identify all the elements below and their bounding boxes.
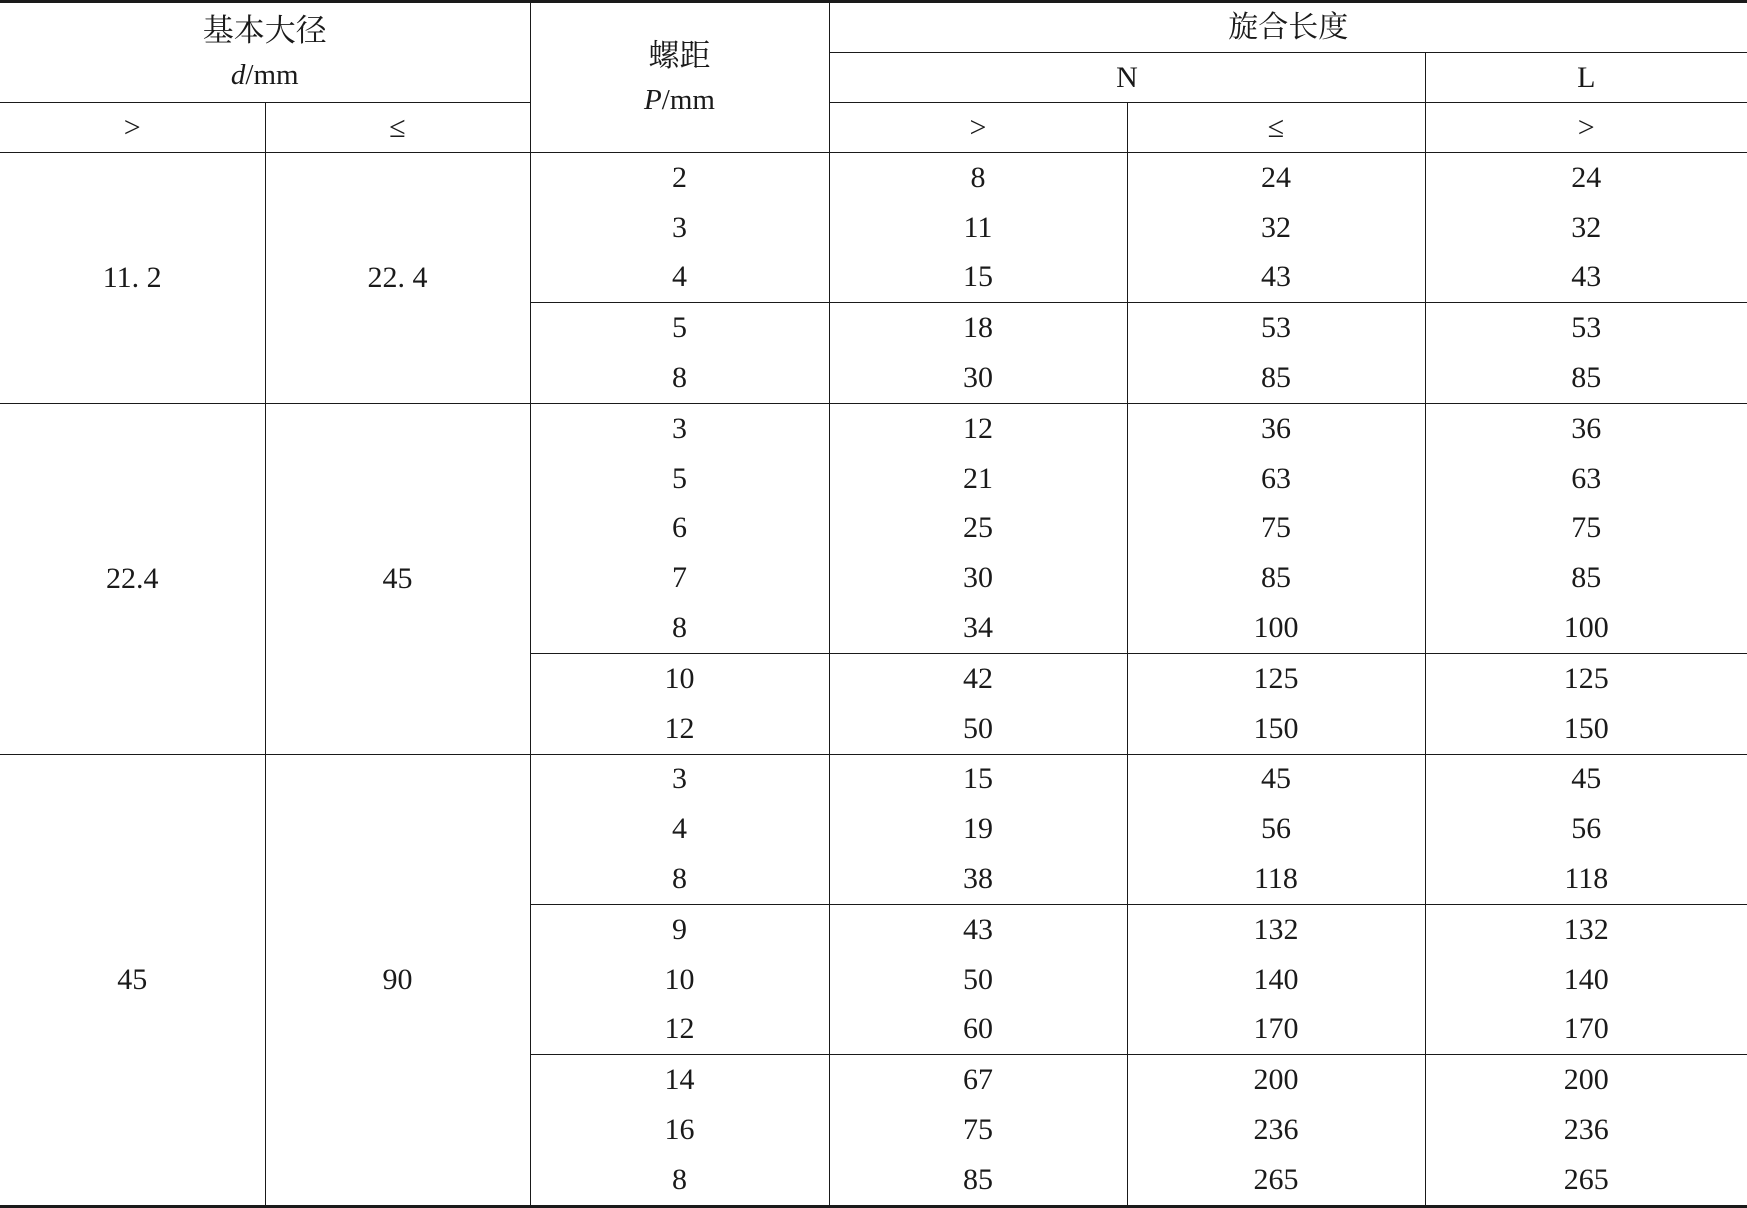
pitch-cell: 7: [530, 553, 829, 603]
header-group-n: N: [829, 53, 1425, 103]
n-le-cell: 36: [1127, 403, 1425, 453]
diameter-gt-cell: 45: [0, 754, 265, 1206]
pitch-cell: 3: [530, 403, 829, 453]
diameter-le-cell: 45: [265, 403, 530, 754]
n-le-cell: 32: [1127, 203, 1425, 253]
n-gt-cell: 34: [829, 603, 1127, 653]
l-gt-cell: 85: [1425, 553, 1747, 603]
header-basic-diameter: [0, 2, 530, 103]
l-gt-cell: 132: [1425, 904, 1747, 954]
l-gt-cell: 125: [1425, 653, 1747, 703]
n-gt-cell: 85: [829, 1155, 1127, 1206]
n-le-cell: 200: [1127, 1055, 1425, 1105]
diameter-gt-cell: 11. 2: [0, 153, 265, 404]
pitch-cell: 5: [530, 303, 829, 353]
table-row: [0, 403, 1747, 453]
l-gt-cell: 236: [1425, 1105, 1747, 1155]
l-gt-cell: 36: [1425, 403, 1747, 453]
pitch-cell: 14: [530, 1055, 829, 1105]
n-le-cell: 265: [1127, 1155, 1425, 1206]
l-gt-cell: 85: [1425, 353, 1747, 403]
pitch-cell: 8: [530, 353, 829, 403]
n-gt-cell: 25: [829, 504, 1127, 554]
pitch-cell: 4: [530, 804, 829, 854]
pitch-cell: 12: [530, 704, 829, 754]
diameter-le-cell: 22. 4: [265, 153, 530, 404]
n-gt-cell: 12: [829, 403, 1127, 453]
l-gt-cell: 100: [1425, 603, 1747, 653]
n-gt-cell: 67: [829, 1055, 1127, 1105]
n-gt-cell: 19: [829, 804, 1127, 854]
l-gt-cell: 75: [1425, 504, 1747, 554]
n-gt-cell: 75: [829, 1105, 1127, 1155]
header-d-gt: >: [0, 103, 265, 153]
pitch-cell: 2: [530, 153, 829, 203]
header-basic-diameter-label: 基本大径: [202, 13, 327, 48]
n-gt-cell: 18: [829, 303, 1127, 353]
pitch-cell: 16: [530, 1105, 829, 1155]
header-pitch-unit: P/mm: [644, 84, 715, 116]
diameter-gt-cell: 22.4: [0, 403, 265, 754]
n-gt-cell: 11: [829, 203, 1127, 253]
table-row: [0, 754, 1747, 804]
l-gt-cell: 24: [1425, 153, 1747, 203]
n-le-cell: 56: [1127, 804, 1425, 854]
pitch-cell: 8: [530, 1155, 829, 1206]
n-le-cell: 170: [1127, 1005, 1425, 1055]
header-l-gt: >: [1425, 103, 1747, 153]
header-pitch-label: 螺距: [648, 38, 711, 73]
header-pitch: [530, 2, 829, 153]
n-le-cell: 45: [1127, 754, 1425, 804]
n-le-cell: 140: [1127, 955, 1425, 1005]
pitch-cell: 3: [530, 754, 829, 804]
n-le-cell: 100: [1127, 603, 1425, 653]
header-basic-diameter-unit: d/mm: [230, 59, 299, 91]
n-le-cell: 132: [1127, 904, 1425, 954]
table-row: [0, 153, 1747, 203]
l-gt-cell: 32: [1425, 203, 1747, 253]
header-engagement-length: 旋合长度: [829, 2, 1747, 53]
n-gt-cell: 43: [829, 904, 1127, 954]
pitch-cell: 9: [530, 904, 829, 954]
l-gt-cell: 56: [1425, 804, 1747, 854]
l-gt-cell: 150: [1425, 704, 1747, 754]
l-gt-cell: 140: [1425, 955, 1747, 1005]
header-n-gt: >: [829, 103, 1127, 153]
pitch-cell: 10: [530, 653, 829, 703]
l-gt-cell: 265: [1425, 1155, 1747, 1206]
n-gt-cell: 8: [829, 153, 1127, 203]
pitch-cell: 8: [530, 854, 829, 904]
pitch-cell: 10: [530, 955, 829, 1005]
header-group-l: L: [1425, 53, 1747, 103]
header-n-le: ≤: [1127, 103, 1425, 153]
pitch-cell: 6: [530, 504, 829, 554]
l-gt-cell: 63: [1425, 454, 1747, 504]
l-gt-cell: 53: [1425, 303, 1747, 353]
n-le-cell: 150: [1127, 704, 1425, 754]
l-gt-cell: 45: [1425, 754, 1747, 804]
n-le-cell: 85: [1127, 353, 1425, 403]
n-gt-cell: 30: [829, 353, 1127, 403]
header-d-le: ≤: [265, 103, 530, 153]
n-gt-cell: 21: [829, 454, 1127, 504]
n-le-cell: 24: [1127, 153, 1425, 203]
n-le-cell: 63: [1127, 454, 1425, 504]
l-gt-cell: 118: [1425, 854, 1747, 904]
l-gt-cell: 170: [1425, 1005, 1747, 1055]
n-le-cell: 43: [1127, 253, 1425, 303]
pitch-cell: 12: [530, 1005, 829, 1055]
diameter-le-cell: 90: [265, 754, 530, 1206]
n-gt-cell: 30: [829, 553, 1127, 603]
l-gt-cell: 43: [1425, 253, 1747, 303]
n-le-cell: 85: [1127, 553, 1425, 603]
n-gt-cell: 50: [829, 704, 1127, 754]
n-gt-cell: 42: [829, 653, 1127, 703]
pitch-cell: 3: [530, 203, 829, 253]
l-gt-cell: 200: [1425, 1055, 1747, 1105]
n-gt-cell: 38: [829, 854, 1127, 904]
pitch-cell: 4: [530, 253, 829, 303]
pitch-cell: 8: [530, 603, 829, 653]
pitch-cell: 5: [530, 454, 829, 504]
n-gt-cell: 15: [829, 253, 1127, 303]
n-gt-cell: 15: [829, 754, 1127, 804]
n-le-cell: 236: [1127, 1105, 1425, 1155]
n-le-cell: 53: [1127, 303, 1425, 353]
n-le-cell: 118: [1127, 854, 1425, 904]
n-le-cell: 75: [1127, 504, 1425, 554]
n-gt-cell: 50: [829, 955, 1127, 1005]
n-le-cell: 125: [1127, 653, 1425, 703]
n-gt-cell: 60: [829, 1005, 1127, 1055]
